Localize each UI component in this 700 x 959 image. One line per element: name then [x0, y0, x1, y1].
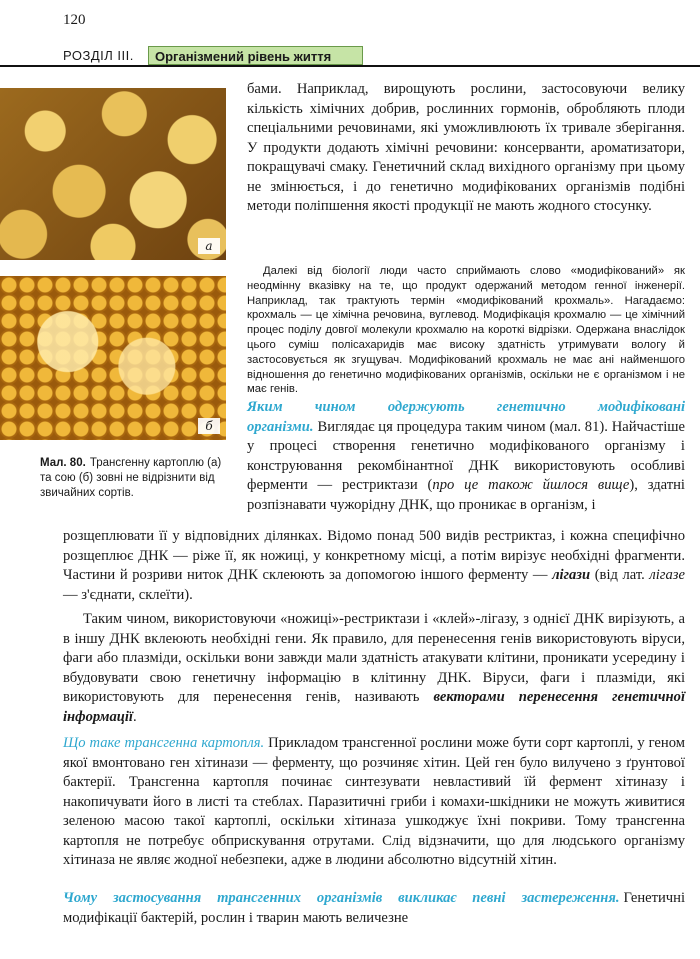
- soybean-photo: [0, 276, 226, 440]
- p3-end: ), здатні розпізнавати чужорідну ДНК, що проникає в організм, і: [247, 477, 685, 513]
- p5-end: .: [133, 708, 137, 725]
- paragraph-1: бами. Наприклад, вирощують рослини, застосовуючи велику кількість хімічних добрив, рослинних гормонів, обробляють плоди спеціальними речовинами, які уможливлюють їх тривале зберігання. У продукти додають хімічні речовини: консерванти, ароматизатори, покращувачі смаку. Генетичний склад вихідного організму при цьому не змінюється, і до генетично модифікованих організмів подібні методи поліпшення якості продукції не мають жодного стосунку.: [247, 81, 685, 214]
- paragraph-3: [247, 398, 685, 515]
- caption-text: Трансгенну картоплю (а) та сою (б) зовні не відрізнити від звичайних сортів.: [40, 457, 222, 499]
- p4-end: — з'єднати, склеїти).: [63, 586, 193, 603]
- section-label: РОЗДІЛ III.: [63, 48, 134, 63]
- paragraph-6: [63, 734, 685, 871]
- p7-text: Генетичні модифікації бактерій, рослин і тварин мають величезне: [63, 890, 685, 926]
- photo-label-a: а: [198, 238, 220, 254]
- latin-word: лігазе: [649, 567, 685, 583]
- paragraph-4: [63, 527, 685, 605]
- term-vectors: векторами перенесення генетичної інформації: [63, 689, 685, 725]
- figure-caption: [40, 456, 232, 501]
- p6-text: Прикладом трансгенної рослини може бути сорт картоплі, у геном якої вмонтовано ген хітинази — ферменту, що розчиняє хітин. Цей ген було вилучено з ґрунтової бактерії. Трансгенна картопля починає синтезувати невластивий їй фермент хітиназу і накопичувати його в листі та стеблах. Паразитичні гриби і комахи-шкідники не можуть живитися зеленою масою такої картоплі, оскільки хітиназа ушкоджує їхні покриви. Тому трансгенна картопля не потребує обприскування отрутами. Слід відзначити, що для людського організму хітиназа не являє жодної небезпеки, адже в людини абсолютно відсутній хітин.: [63, 735, 685, 868]
- p4-mid: (від лат.: [590, 567, 650, 583]
- note-modified-starch: Далекі від біології люди часто сприймають слово «модифікований» як неодмінну вказівку на те, що продукт одержаний методом генної інженерії. Наприклад, так трактують термін «модифікований крохмаль». Нагадаємо: крохмаль — це хімічна речовина, вуглевод. Модифікація крохмалю — це хімічний процес поділу довгої молекули крохмалю на короткі відрізки. Одержана внаслідок цього суміш полісахаридів має високу здатність утримувати вологу й застосовується як згущувач. Модифікований крохмаль не має ані найменшого відношення до генетично модифікованих організмів, оскільки не є організмом і не має генів.: [247, 265, 685, 396]
- p3-italic: про це також йшлося вище: [432, 477, 630, 493]
- p5-text: Таким чином, використовуючи «ножиці»-рестриктази і «клей»-лігазу, з однієї ДНК вирізують, а в іншу ДНК вклеюють необхідні гени. Як правило, для перенесення генів використовують віруси, фаги або плазміди, оскільки вони завжди мали здатність атакувати клітини, проникати усередину і вбудовувати свою генетичну інформацію в клітинну ДНК. Віруси, фаги і плазміди, які використовують для перенесення генів, називають: [63, 611, 685, 705]
- heading-concerns: Чому застосування трансгенних організмів викликає певні застереження.: [63, 890, 620, 906]
- page-header: [0, 44, 700, 66]
- photo-label-b: б: [198, 418, 220, 434]
- header-rule: [0, 65, 700, 67]
- p3-text: Виглядає ця процедура таким чином (мал. 81). Найчастіше у процесі створення генетично модифікованого організму і конструювання рекомбінантної ДНК використовують особливі ферменти — рестриктази (: [247, 418, 685, 493]
- p4-text: розщеплювати її у відповідних ділянках. Відомо понад 500 видів рестриктаз, і кожна специфічно розщеплює ДНК — ріже її, як ножиці, у конкретному місці, а потім вирізує необхідні фрагменти. Частини й розриви ниток ДНК склеюють за допомогою іншого ферменту —: [63, 528, 685, 583]
- caption-label: Мал. 80.: [40, 457, 86, 469]
- potato-photo: [0, 88, 226, 260]
- paragraph-5: [63, 610, 685, 727]
- page-number: 120: [63, 12, 86, 28]
- paragraph-7: [63, 889, 685, 928]
- heading-gmo-how: Яким чином одержують генетично модифіковані організми.: [247, 399, 685, 435]
- term-ligase: лігази: [552, 567, 591, 583]
- chapter-title: Організмений рівень життя: [148, 46, 363, 65]
- heading-transgenic-potato: Що таке трансгенна картопля.: [63, 735, 265, 751]
